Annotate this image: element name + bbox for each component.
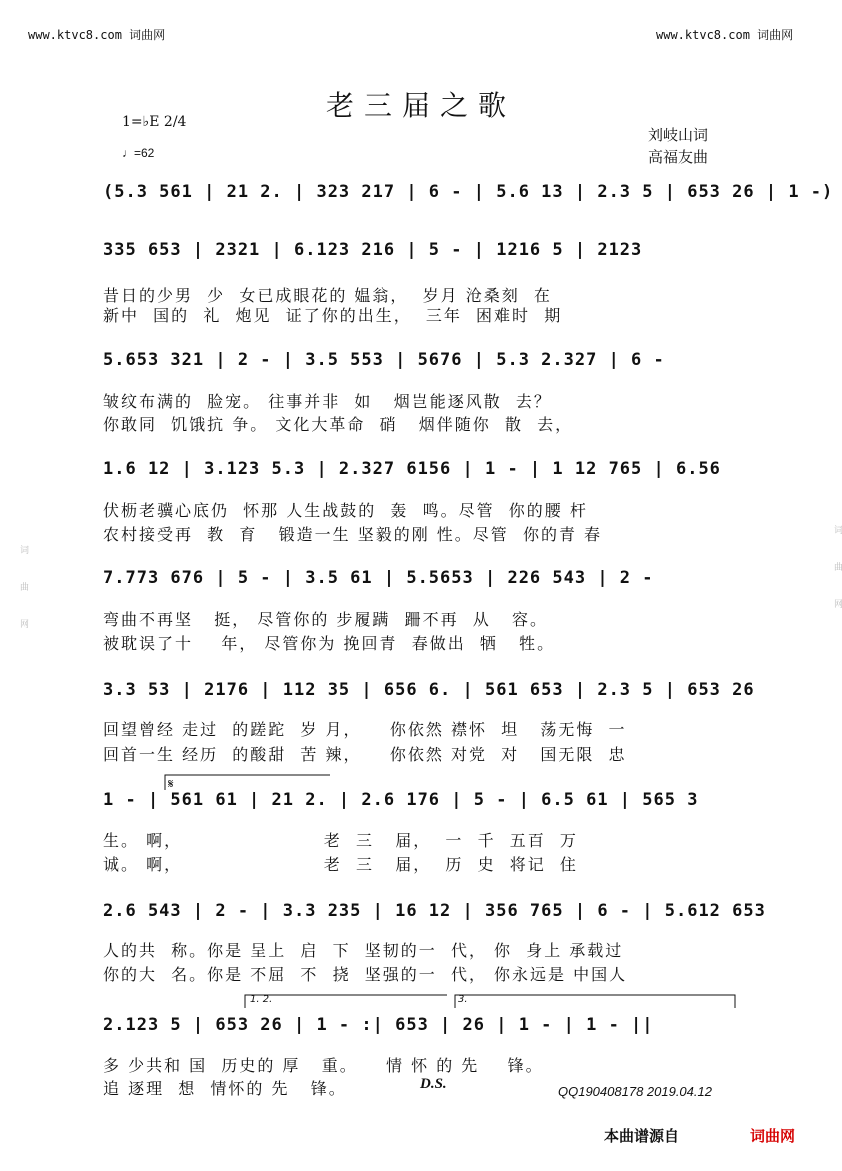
lyric-line-3b: 你敢同 饥饿抗 争。 文化大革命 硝 烟伴随你 散 去， [103,415,574,434]
song-title: 老三届之歌 [325,89,516,122]
lyric-line-7a: 生。 啊， 老 三 届， 一 千 五百 万 [103,831,578,850]
notation-line-7: 1 - | 561 61 | 21 2. | 2.6 176 | 5 - | 6.5 61 | 565 3 [103,790,699,810]
lyric-line-2a: 昔日的少男 少 女已成眼花的 媪翁， 岁月 沧桑刻 在 [103,286,552,305]
lyricist-credit: 刘岐山词 [648,126,709,144]
lyric-line-2b: 新中 国的 礼 炮见 证了你的出生， 三年 困难时 期 [103,306,563,325]
volta-3: 3. [458,994,468,1005]
lyric-line-7b: 诚。 啊， 老 三 届， 历 史 将记 住 [103,855,578,874]
site-url-right: www.ktvc8.com 词曲网 [656,28,794,42]
transcriber-qq-date: QQ190408178 2019.04.12 [558,1084,712,1099]
source-label: 本曲谱源自 [604,1127,680,1145]
lyric-line-4b: 农村接受再 教 育 锻造一生 坚毅的刚 性。尽管 你的青 春 [103,525,603,544]
volta-1-2-bracket [245,995,447,1008]
segno-sign: 𝄋 [168,777,174,792]
lyric-line-8b: 你的大 名。你是 不屈 不 挠 坚强的一 代， 你永远是 中国人 [103,965,628,984]
lyric-line-9b: 追 逐理 想 情怀的 先 锋。 [103,1079,347,1098]
notation-line-2: 335 653 | 2321 | 6.123 216 | 5 - | 1216 5 | 2123 [103,240,643,260]
lyric-line-3a: 皱纹布满的 脸宠。 往事并非 如 烟岂能逐风散 去？ [103,392,552,411]
notation-line-8: 2.6 543 | 2 - | 3.3 235 | 16 12 | 356 765 | 6 - | 5.612 653 [103,901,766,921]
lyric-line-4a: 伏枥老骥心底仍 怀那 人生战鼓的 轰 鸣。尽管 你的腰 杆 [103,501,588,520]
volta-3-bracket [455,995,735,1008]
lyric-line-9a: 多 少共和 国 历史的 厚 重。 情 怀 的 先 锋。 [103,1056,544,1075]
notation-line-6: 3.3 53 | 2176 | 112 35 | 656 6. | 561 653 | 2.3 5 | 653 26 [103,680,755,700]
segno-bracket [165,775,330,790]
lyric-line-5b: 被耽误了十 年， 尽管你为 挽回青 春做出 牺 牲。 [103,634,556,653]
lyric-line-6b: 回首一生 经历 的酸甜 苦 辣， 你依然 对党 对 国无限 忠 [103,745,627,764]
volta-1-2: 1. 2. [250,994,273,1005]
lyric-line-8a: 人的共 称。你是 呈上 启 下 坚韧的一 代， 你 身上 承载过 [103,941,624,960]
lyric-line-6a: 回望曾经 走过 的蹉跎 岁 月， 你依然 襟怀 坦 荡无悔 一 [103,720,627,739]
tempo-mark: ♩=62 [122,146,155,160]
notation-line-5: 7.773 676 | 5 - | 3.5 61 | 5.5653 | 226 543 | 2 - [103,568,654,588]
dal-segno-mark: D.S. [420,1076,447,1092]
lyric-line-5a: 弯曲不再坚 挺， 尽管你的 步履蹒 跚不再 从 容。 [103,610,549,629]
notation-line-3: 5.653 321 | 2 - | 3.5 553 | 5676 | 5.3 2.327 | 6 - [103,350,665,370]
site-url-left: www.ktvc8.com 词曲网 [28,28,166,42]
key-signature: 1=♭E 2/4 [122,114,187,130]
watermark-text: 词曲网 [832,524,842,636]
composer-credit: 高福友曲 [648,148,709,166]
notation-line-1: (5.3 561 | 21 2. | 323 217 | 6 - | 5.6 13 | 2.3 5 | 653 26 | 1 -) [103,182,834,202]
source-site-link[interactable]: 词曲网 [750,1127,796,1145]
watermark-text: 词曲网 [18,544,28,656]
notation-line-4: 1.6 12 | 3.123 5.3 | 2.327 6156 | 1 - | 1 12 765 | 6.56 [103,459,721,479]
notation-line-9: 2.123 5 | 653 26 | 1 - :| 653 | 26 | 1 - | 1 - || [103,1015,654,1035]
